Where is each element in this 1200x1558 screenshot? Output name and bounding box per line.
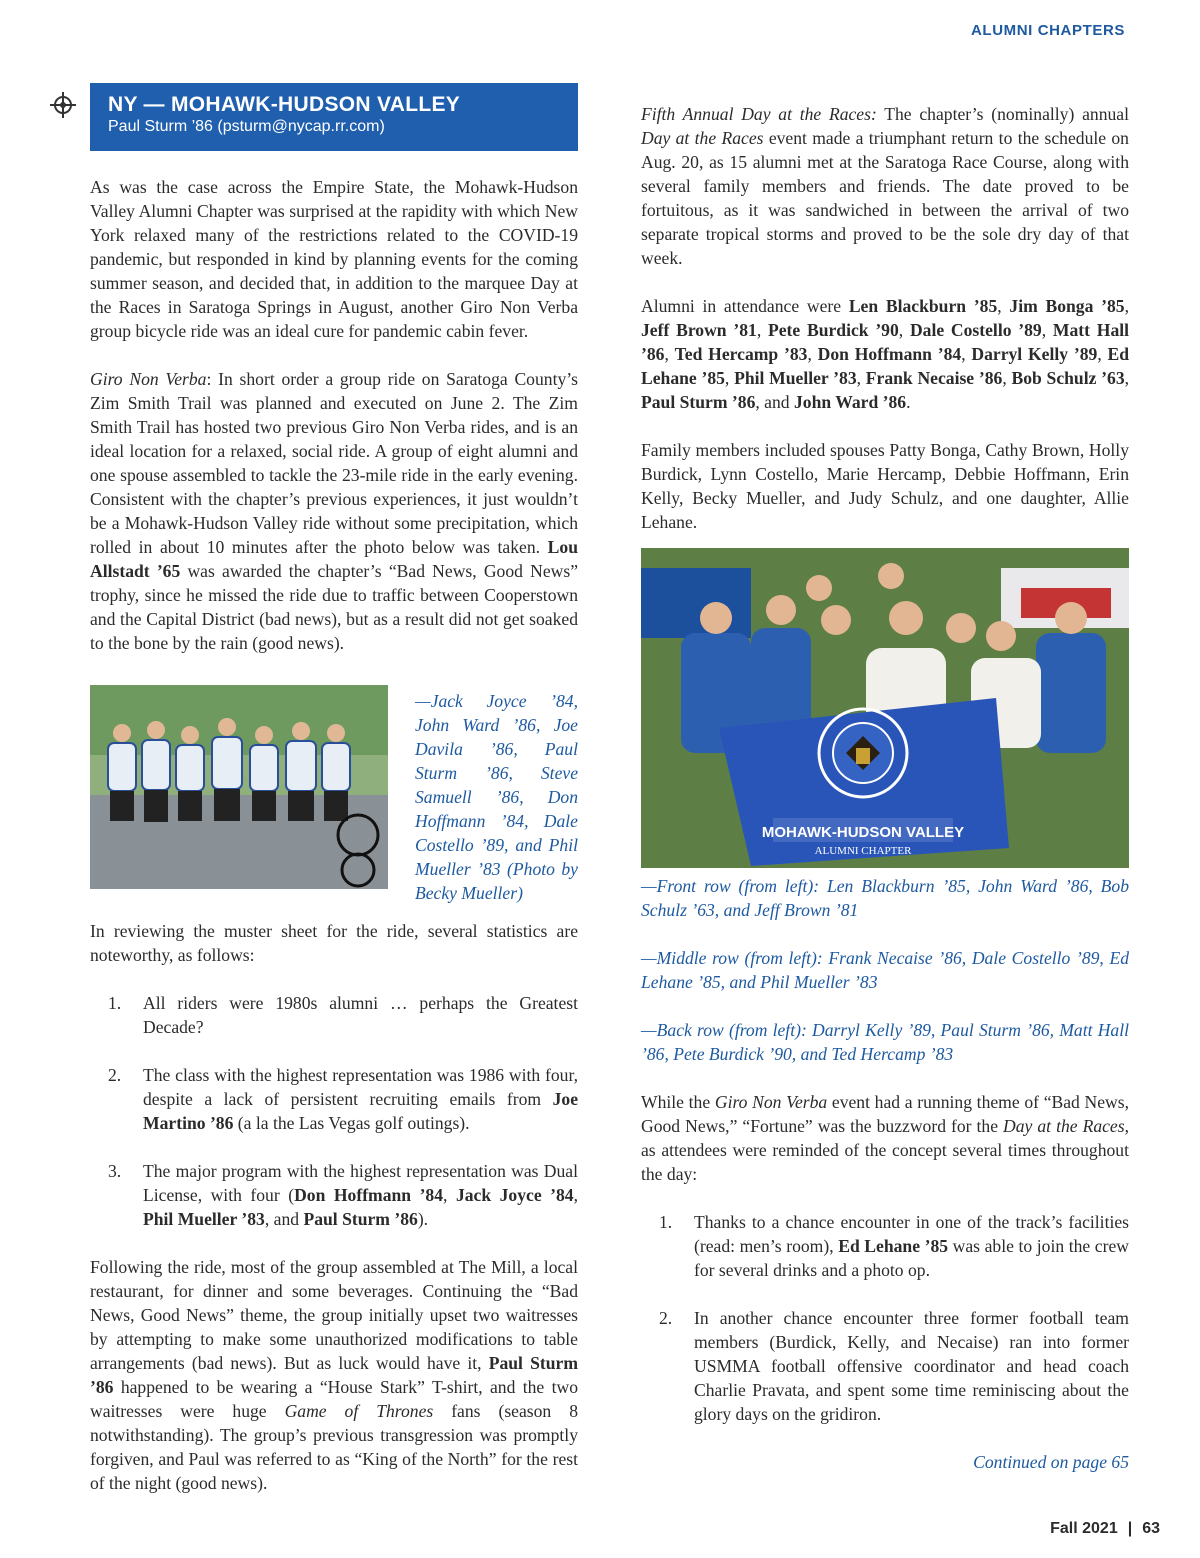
list-bold: Ed Lehane ’85 [838, 1236, 949, 1256]
left-column [90, 175, 578, 1495]
mill-show: Game of Thrones [284, 1401, 434, 1421]
group-flag-illustration [641, 548, 1129, 868]
mill-text: fans (season 8 notwithstanding). The group’s previous transgression was promptly forgiven, and Paul was referred to as “King of the North” for the rest of the night (good news). [90, 1401, 578, 1493]
list-number: 3. [108, 1161, 122, 1181]
list-text: (a la the Las Vegas golf outings). [233, 1113, 470, 1133]
attendee: Matt Hall ’86 [641, 320, 1130, 364]
fortune-races: Day at the Races [1003, 1116, 1125, 1136]
attendee: Ted Hercamp ’83 [674, 344, 808, 364]
page-number: 63 [1142, 1520, 1160, 1537]
races-text: The chapter’s (nominally) annual [876, 104, 1129, 124]
list-text: , and [264, 1209, 304, 1229]
flag-line-2: ALUMNI CHAPTER [814, 845, 912, 857]
mill-text: Following the ride, most of the group assembled at The Mill, a local restaurant, for dinner and some beverages. Continuing the “Bad News, Good News” theme, the group initially upset two waitresses by attempting to make some unauthorized modifications to table arrangements (bad news). But as luck would have it, [90, 1257, 578, 1373]
list-bold: Phil Mueller ’83 [143, 1209, 265, 1229]
list-item [90, 1159, 578, 1231]
list-item [90, 1063, 578, 1135]
fortune-paragraph [641, 1090, 1129, 1186]
mill-text: happened to be wearing a “House Stark” T-shirt, and the two waitresses were huge [90, 1377, 578, 1421]
giro-paragraph [90, 367, 578, 655]
attendee: Frank Necaise ’86 [865, 368, 1003, 388]
attendee: Darryl Kelly ’89 [971, 344, 1098, 364]
list-number: 2. [659, 1308, 673, 1328]
attendee: Jeff Brown ’81 [641, 320, 757, 340]
attendee: Phil Mueller ’83 [734, 368, 857, 388]
caption-back-row: —Back row (from left): Darryl Kelly ’89, Paul Sturm ’86, Matt Hall ’86, Pete Burdick ’90, and Ted Hercamp ’83 [641, 1020, 1129, 1064]
list-text: Thanks to a chance encounter in one of the track’s facilities (read: men’s room), [694, 1212, 1129, 1256]
attendees-intro: Alumni in attendance were [641, 296, 849, 316]
intro-paragraph: As was the case across the Empire State, the Mohawk-Hudson Valley Alumni Chapter was surprised at the rapidity with which New York relaxed many of the restrictions related to the COVID-19 pandemic, but responded in kind by planning events for the coming summer season, and decided that, in addition to the marquee Day at the Races in Saratoga Springs in August, another Giro Non Verba group bicycle ride was an ideal cure for pandemic cabin fever. [90, 177, 578, 341]
family-paragraph: Family members included spouses Patty Bonga, Cathy Brown, Holly Burdick, Lynn Costello, Marie Hercamp, Debbie Hoffmann, Erin Kelly, Becky Mueller, and Judy Schulz, and one daughter, Allie Lehane. [641, 440, 1129, 532]
list-number: 2. [108, 1065, 122, 1085]
list-text: The class with the highest representation was 1986 with four, despite a lack of persistent recruiting emails from [143, 1065, 578, 1109]
page-footer [1050, 1520, 1160, 1538]
attendees-paragraph: Alumni in attendance were Len Blackburn ’85, Jim Bonga ’85, Jeff Brown ’81, Pete Burdick ’90, Dale Costello ’89, Matt Hall ’86, Ted Hercamp ’83, Don Hoffmann ’84, Darryl Kelly ’89, Ed Lehane ’85, Phil Mueller ’83, Frank Necaise ’86, Bob Schulz ’63, Paul Sturm ’86, and John Ward ’86. [641, 296, 1130, 412]
bike-photo-row [90, 685, 578, 903]
chapter-header [90, 83, 578, 151]
list-item [641, 1210, 1129, 1282]
attendee: Paul Sturm ’86 [641, 392, 756, 412]
compass-icon [50, 92, 76, 118]
mill-name: Paul Sturm ’86 [90, 1353, 578, 1397]
giro-text: : In short order a group ride on Saratoga County’s Zim Smith Trail was planned and executed on June 2. The Zim Smith Trail has hosted two previous Giro Non Verba rides, and is an ideal location for a relaxed, social ride. A group of eight alumni and one spouse assembled to tackle the 23-mile ride in the early evening. Consistent with the chapter’s previous experiences, it just wouldn’t be a Mohawk-Hudson Valley ride without some precipitation, which rolled in about 10 minutes after the photo below was taken. [90, 369, 578, 557]
races-text: event made a triumphant return to the schedule on Aug. 20, as 15 alumni met at the Saratoga Race Course, along with several family members and friends. The date proved to be fortuitous, as it was sandwiched in between the arrival of two separate tropical storms and proved to be the sole dry day of that week. [641, 128, 1129, 268]
chapter-title: NY — MOHAWK-HUDSON VALLEY [108, 93, 461, 116]
giro-heading: Giro Non Verba [90, 369, 207, 389]
caption-middle-row: —Middle row (from left): Frank Necaise ’86, Dale Costello ’89, Ed Lehane ’85, and Phil Mueller ’83 [641, 948, 1129, 992]
list-text: In another chance encounter three former football team members (Burdick, Kelly, and Necaise) ran into former USMMA football offensive coordinator and head coach Charlie Pravata, and spent some time reminiscing about the glory days on the gridiron. [694, 1308, 1129, 1424]
attendee: Bob Schulz ’63 [1011, 368, 1125, 388]
caption-front-row: —Front row (from left): Len Blackburn ’85, John Ward ’86, Bob Schulz ’63, and Jeff Brown ’81 [641, 876, 1129, 920]
list-text: , [573, 1185, 578, 1205]
fortune-text: While the [641, 1092, 715, 1112]
chapter-contact: Paul Sturm ’86 (psturm@nycap.rr.com) [108, 118, 385, 135]
giro-name: Lou Allstadt ’65 [90, 537, 578, 581]
mill-paragraph [90, 1255, 578, 1495]
list-item [641, 1306, 1129, 1426]
races-event: Day at the Races [641, 128, 764, 148]
list-bold: Jack Joyce ’84 [455, 1185, 574, 1205]
attendee: John Ward ’86 [793, 392, 907, 412]
group-flag-photo [641, 548, 1129, 868]
section-label: ALUMNI CHAPTERS [971, 22, 1125, 39]
giro-text-2: was awarded the chapter’s “Bad News, Good News” trophy, since he missed the ride due to traffic between Cooperstown and the Capital District (bad news), but as a result did not get soaked to the bone by the rain (good news). [90, 561, 578, 653]
stats-list [90, 991, 578, 1231]
attendee: Jim Bonga ’85 [1009, 296, 1125, 316]
races-heading: Fifth Annual Day at the Races: [641, 104, 877, 124]
attendee: Len Blackburn ’85 [848, 296, 998, 316]
list-bold: Don Hoffmann ’84 [294, 1185, 444, 1205]
cyclists-photo [90, 685, 388, 889]
list-bold: Joe Martino ’86 [143, 1089, 578, 1133]
list-text: was able to join the crew for several drinks and a photo op. [694, 1236, 1129, 1280]
attendee: Don Hoffmann ’84 [817, 344, 962, 364]
fortune-text: event had a running theme of “Bad News, Good News,” “Fortune” was the buzzword for the [641, 1092, 1129, 1136]
right-column [641, 102, 1129, 1474]
fortune-text: , as attendees were reminded of the concept several times throughout the day: [641, 1116, 1129, 1184]
list-text: All riders were 1980s alumni … perhaps the Greatest Decade? [143, 993, 578, 1037]
list-item [90, 991, 578, 1039]
list-bold: Paul Sturm ’86 [303, 1209, 418, 1229]
attendee: Ed Lehane ’85 [641, 344, 1130, 388]
list-number: 1. [659, 1212, 673, 1232]
list-text: , [443, 1185, 456, 1205]
flag-line-1: MOHAWK-HUDSON VALLEY [761, 824, 965, 841]
cyclists-illustration [90, 685, 388, 889]
attendee: Pete Burdick ’90 [767, 320, 899, 340]
footer-separator: | [1127, 1520, 1133, 1537]
attendee: Dale Costello ’89 [909, 320, 1042, 340]
cyclists-photo-caption: —Jack Joyce ’84, John Ward ’86, Joe Davila ’86, Paul Sturm ’86, Steve Samuell ’86, Don Hoffmann ’84, Dale Costello ’89, and Phil Mueller ’83 (Photo by Becky Mueller) [415, 691, 578, 903]
issue-label: Fall 2021 [1050, 1520, 1118, 1537]
fortune-giro: Giro Non Verba [714, 1092, 828, 1112]
races-paragraph [641, 102, 1129, 270]
stats-intro: In reviewing the muster sheet for the ride, several statistics are noteworthy, as follows: [90, 921, 578, 965]
list-number: 1. [108, 993, 122, 1013]
fortune-list [641, 1210, 1129, 1426]
continued-link[interactable]: Continued on page 65 [973, 1452, 1129, 1472]
list-text: The major program with the highest representation was Dual License, with four ( [143, 1161, 578, 1205]
list-text: ). [417, 1209, 429, 1229]
